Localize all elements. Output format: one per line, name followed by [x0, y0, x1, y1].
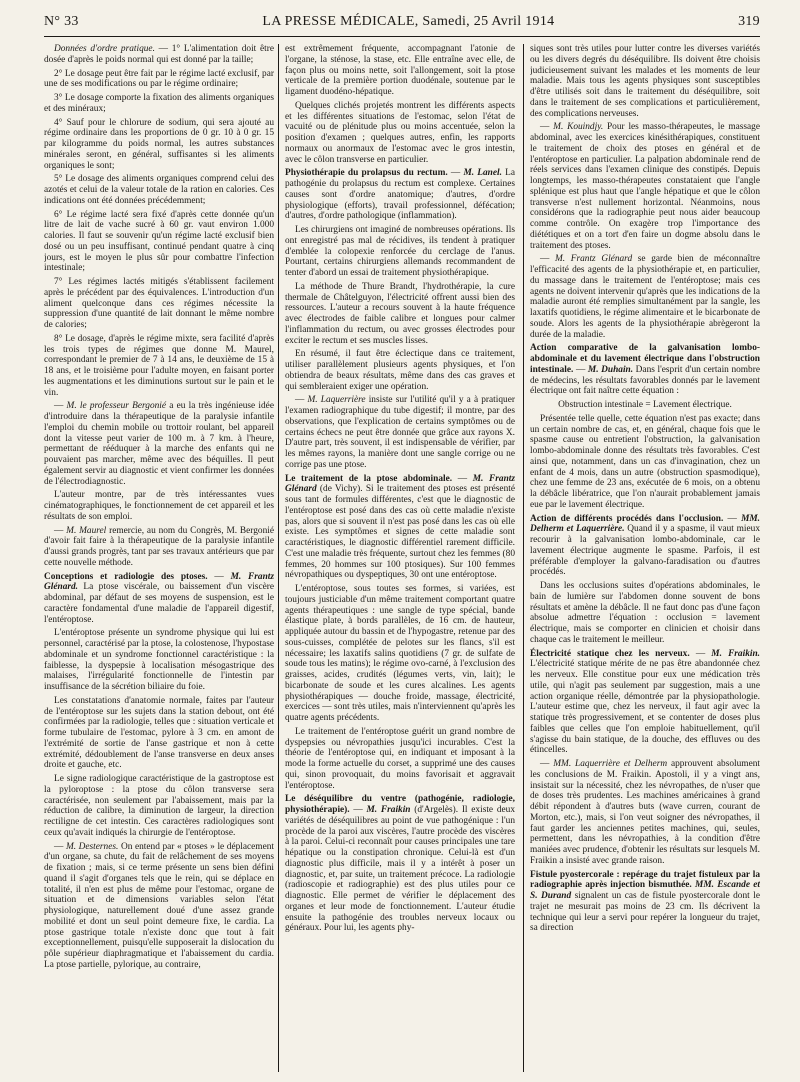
paragraph-text: signalent un cas de fistule pyostercorale dont le trajet ne mesurait pas moins de 23 cm. Ils décrivent la technique qui leur a servi pour repérer la longueur du trajet, sa direction: [530, 891, 760, 934]
paragraph: Le signe radiologique caractéristique de la gastroptose est la pyloroptose : la ptose du côlon transverse sera caractérisée, non seulement par l'abaissement, mais par la réduction de calibre, la diminution de largeur, la direction rectiligne de cet intestin. Ces caractères radiologiques sont ceux qu'avait indiqués la chirurgie de l'entéroptose.: [44, 774, 274, 838]
paragraph: siques sont très utiles pour lutter contre les diverses variétés ou les divers degrés du déséquilibre. Ils doivent être choisis judicieusement suivant les malades et les moments de leur maladie. Mais tous les agents physiques sont susceptibles d'être utilisés soit dans le traitement du déséquilibre, soit dans le traitement de ses complications et particulièrement, des complications nerveuses.: [530, 44, 760, 119]
paragraph: L'entéroptose présente un syndrome physique qui lui est personnel, caractérisé par la ptose, la colostenose, l'hypostase abdominale et un syndrome fonctionnel caractéristique : la faiblesse, la dyspepsie à localisation mésogastrique des malaises, l'irrégularité fonctionnelle de l'intestin par insuffisance de la sécrétion biliaire du foie.: [44, 628, 274, 692]
paragraph-text: La pathogénie du prolapsus du rectum est complexe. Certaines causes sont d'ordre anatomique; d'autres, d'ordre physiologique (efforts), travail professionnel, défécation; d'autres, d'ordre pathologique (inflammation).: [285, 168, 515, 222]
author-name: MM. Escande et S. Durand: [530, 880, 760, 901]
lead-in: Données d'ordre pratique.: [54, 44, 155, 54]
section-paragraph: Électricité statique chez les nerveux. — M. Fraikin. L'électricité statique mérite de ne pas être abandonnée chez les nerveux. Elle constitue pour eux une médication très utile, qui n'agit pas seulement par suggestion, mais a une action organique réelle, démontrée par la physiopathologie. L'auteur estime que, chez les nerveux, il faut agir avec la statique très progressivement, et se contenter de doses plus faibles que celles que l'on emploie habituellement, qu'il s'agisse du bain statique, de la douche, des effluves ou des étincelles.: [530, 648, 760, 756]
paragraph: L'entéroptose, sous toutes ses formes, si variées, est toujours justiciable d'un même traitement comportant quatre agents thérapeutiques : une sangle de type spécial, bande élastique plate, à bords parallèles, de 16 cm. de hauteur, appliquée autour du bassin et de l'hypogastre, retenue par des sous-cuisses, complétée de pelotes sur les flancs, s'il est nécessaire; les laxatifs salins quotidiens (7 gr. de sulfate de soude tous les matins); le régime ovo-carné, à l'exclusion des graisses, acides, crudités (légumes verts, vin, lait); le bicarbonate de soude et les cures alcalines. Les agents physiothérapiques — douche froide, massage, électricité, exercices — sont très utiles, mais n'interviennent qu'après les quatre agents précédents.: [285, 584, 515, 723]
paragraph-text: se garde bien de méconnaître l'efficacité des agents de la physiothérapie et, en particulier, du massage dans le traitement de l'entéroptose; mais ces agents ne doivent intervenir qu'après que les indications de la maladie auront été remplies simultanément par la sangle, les laxatifs quotidiens, le régime alimentaire et le bicarbonate de soude. Alors les agents de la physiothérapie abrègeront la durée de la maladie.: [530, 254, 760, 340]
paragraph: — M. le professeur Bergonié a eu la très ingénieuse idée d'introduire dans la thérapeutique de la paralysie infantile l'emploi du chemin mobile ou trottoir roulant, bel appareil dont la vitesse peut varier de 100 m. à 7 km. à l'heure, permettant de rééduquer à la marche des enfants qui ne pouvaient pas marcher, même avec des béquilles. Il peut également servir au diagnostic et vient confirmer les données de l'électrodiagnostic.: [44, 401, 274, 487]
author-name: MM. Delherm et Laquerrière.: [530, 513, 760, 535]
column-divider: [523, 44, 524, 1072]
author-name: M. Kouindjy.: [553, 122, 604, 133]
paragraph-text: approuvent absolument les conclusions de M. Fraikin. Apostoli, il y a vingt ans, insistait sur la nécessité, chez les névropathes, de n'user que de doses très prudentes. Les machines américaines à grand débit répondent à d'autres buts (wave curren, courant de Morton, etc.), mais, si l'on veut soigner des névropathes, il faut garder les anciennes petites machines, qui, seules, permettent, dans les névropathies, à la condition d'être maniées avec prudence, d'obtenir les résultats sur lesquels M. Fraikin a insisté avec grande raison.: [530, 759, 760, 866]
section-title: Fistule pyostercorale : repérage du trajet fistuleux par la radiographie après injection bismuthée.: [530, 869, 760, 891]
section-paragraph: [530, 870, 760, 935]
author-name: MM. Laquerrière et Delherm: [553, 759, 668, 769]
equation: Obstruction intestinale = Lavement électrique.: [558, 400, 732, 410]
column-divider: [278, 44, 279, 1072]
paragraph: Les chirurgiens ont imaginé de nombreuses opérations. Ils ont enregistré pas mal de récidives, ils tendent à pratiquer d'emblée la colopexie renforcée du cerclage de l'anus. Pourtant, certains chirurgiens allemands recommandent de tenter d'abord un essai de traitement physiothérapique.: [285, 225, 515, 278]
paragraph: L'auteur montre, par de très intéressantes vues cinématographiques, le fonctionnement de cet appareil et les résultats de son emploi.: [44, 490, 274, 522]
issue-number: N° 33: [44, 14, 79, 29]
paragraph: Le traitement de l'entéroptose guérit un grand nombre de dyspepsies ou névropathies jusqu'ici incurables. C'est la théorie de l'entéroptose qui, en indiquant et imposant à la mode la forme actuelle du corset, a supprimé une des causes qui, sinon provoquait, du moins favorisait et aggravait l'entéroptose.: [285, 726, 515, 791]
paragraph: Présentée telle quelle, cette équation n'est pas exacte; dans un certain nombre de cas, et, en général, chaque fois que le spasme cause ou entretient l'obstruction, la galvanisation lombo-abdominale donne des résultats très favorables. C'est ainsi que, notamment, dans un cas d'invagination, chez un enfant de 4 mois, dans un autre (obstruction spasmodique), chez une femme de 23 ans, exécutée de 6 mois, on a obtenu la débâcle libératrice, que l'on n'aurait probablement jamais eue par le lavement électrique.: [530, 413, 760, 510]
paragraph: — M. Frantz Glénard se garde bien de méconnaître l'efficacité des agents de la physiothérapie et, en particulier, du massage dans le traitement de l'entéroptose; mais ces agents ne doivent intervenir qu'après que les indications de la maladie auront été remplies simultanément par la sangle, les laxatifs quotidiens, le régime alimentaire et le bicarbonate de soude. Alors les agents de la physiothérapie abrègeront la durée de la maladie.: [530, 254, 760, 340]
page-number: 319: [738, 14, 760, 29]
paragraph-text: a eu la très ingénieuse idée d'introduire dans la thérapeutique de la paralysie infantile l'emploi du chemin mobile ou trottoir roulant, bel appareil dont la vitesse peut varier de 100 m. à 7 km. à l'heure, permettant de rééduquer à la marche des enfants qui ne pouvaient pas marcher, même avec des béquilles. Il peut également servir au diagnostic et vient confirmer les données de l'électrodiagnostic.: [44, 401, 274, 487]
paragraph-text: Pour les masso-thérapeutes, le massage abdominal, avec les exercices kinésithérapiques, constituent le traitement de choix des ptoses en général et de l'entéroptose en particulier. La palpation abdominale rend de réels services dans l'examen clinique des constipés. Depuis longtemps, les masso-thérapeutes constataient que l'angle splénique est plus haut que l'angle hépatique et que le côlon transverse n'est nullement horizontal. Néanmoins, nous considérons que la radiographie peut nous aider beaucoup comme contrôle. On exagère trop l'importance des diététiques et on a tort d'en faire un dogme absolu dans le traitement des ptoses.: [530, 122, 760, 251]
section-title: Le traitement de la ptose abdominale.: [285, 473, 453, 484]
paragraph: — M. Laquerrière insiste sur l'utilité qu'il y a à pratiquer l'examen radiographique du tube digestif; il montre, par des observations, que l'explication de certains symptômes ou de certains échecs ne peut être donnée que grâce aux rayons X. D'autre part, très souvent, il est indispensable de vérifier, par les mêmes rayons, la manière dont une sangle corrige ou ne corrige pas une ptose.: [285, 395, 515, 470]
author-name: M. Maurel: [66, 525, 107, 536]
paragraph-text: L'électricité statique mérite de ne pas être abandonnée chez les nerveux. Elle constitue pour eux une médication très utile, qui n'agit pas seulement par suggestion, mais a une action organique réelle, démontrée par la physiopathologie. L'auteur estime que, chez les nerveux, il faut agir avec la statique très progressivement, et se contenter de doses plus faibles que celles que l'on emploie habituellement, qu'il s'agisse du bain statique, de la douche, des effluves ou des étincelles.: [530, 659, 760, 756]
paragraph-text: On entend par « ptoses » le déplacement d'un organe, sa chute, du fait de relâchement de ses moyens de fixation ; mais, si ce terme présente un sens bien défini quand il s'agit d'organes tels que le rein, qui se déplace en totalité, il n'en est plus de même pour l'estomac, organe de situation et de dimensions variables selon l'état physiologique, naturellement doué d'une assez grande mobilité et dont un seul point demeure fixe, le cardia. La ptose gastrique totale n'existe donc que tout à fait exceptionnellement, puisqu'elle supposerait la dislocation du pôle supérieur diaphragmatique et l'abaissement du cardia. La ptose partielle, pylorique, au contraire,: [44, 841, 274, 970]
paragraph: — M. Desternes. On entend par « ptoses » le déplacement d'un organe, sa chute, du fait de relâchement de ses moyens de fixation ; mais, si ce terme présente un sens bien défini quand il s'agit d'organes tels que le rein, qui se déplace en totalité, il n'en est plus de même pour l'estomac, organe de situation et de dimensions variables selon l'état physiologique, naturellement doué d'une assez grande mobilité et dont un seul point demeure fixe, le cardia. La ptose gastrique totale n'existe donc que tout à fait exceptionnellement, puisqu'elle supposerait la dislocation du pôle supérieur diaphragmatique et l'abaissement du cardia. La ptose partielle, pylorique, au contraire,: [44, 841, 274, 970]
paragraph: 2° Le dosage peut être fait par le régime lacté exclusif, par une de ses modifications ou par le régime ordinaire;: [44, 68, 274, 90]
paragraph-text: Si le traitement des ptoses est présenté sous tant de formules différentes, c'est que le diagnostic de l'entéroptose est posé dans des cas où cette maladie n'existe pas, alors que si souvent il n'est pas posé dans les cas où elle existe. Les symptômes et signes de cette maladie sont caractéristiques, le diagnostic différentiel rarement difficile. C'est une maladie très fréquente, surtout chez les femmes (80 femmes, 20 hommes sur 100 ptosiques). Sur 100 femmes névropathiques ou dyspeptiques, 30 ont une entéroptose.: [285, 484, 515, 581]
section-title: Action de différents procédés dans l'occlusion.: [530, 513, 724, 524]
paragraph: Dans les occlusions suites d'opérations abdominales, le bain de lumière sur l'abdomen donne souvent de bons résultats et amène la débâcle. Il ne faut donc pas d'une façon absolue admettre l'équation : occlusion = lavement électrique, mais se comporter en clinicien et choisir dans chaque cas le traitement le meilleur.: [530, 581, 760, 645]
column-1: [44, 44, 274, 1072]
author-name: M. Lanel.: [463, 168, 502, 179]
author-place: (d'Argelès).: [410, 805, 459, 815]
page-header: [44, 14, 760, 32]
paragraph: 7° Les régimes lactés mitigés s'établissent facilement après le précédent par des équivalences. L'introduction d'un aliment quelconque dans ces régimes nécessite la suppression d'une quantité de lait donnant le même nombre de calories;: [44, 277, 274, 330]
paragraph: — M. Maurel remercie, au nom du Congrès, M. Bergonié d'avoir fait faire à la thérapeutique de la paralysie infantile d'aussi grands progrès, tant par ses travaux antérieurs que par cette nouvelle méthode.: [44, 525, 274, 568]
paragraph-text: — 1° L'alimentation doit être dosée d'après le poids normal qui est donné par la taille;: [44, 44, 274, 65]
section-paragraph: Action comparative de la galvanisation lombo-abdominale et du lavement électrique dans l'obstruction intestinale. — M. Duhain. Dans l'esprit d'un certain nombre de médecins, les résultats favorables donnés par le lavement électrique ont fait naître cette équation :: [530, 343, 760, 397]
section-title: Physiothérapie du prolapsus du rectum.: [285, 168, 448, 179]
paragraph-text: Dans l'esprit d'un certain nombre de médecins, les résultats favorables donnés par le lavement électrique ont fait naître cette équation :: [530, 364, 760, 397]
author-name: M. Fraikin: [366, 805, 411, 815]
author-name: M. Frantz Glénard.: [44, 571, 274, 593]
section-title: Conceptions et radiologie des ptoses.: [44, 571, 208, 582]
paragraph-text: Quand il y a spasme, il vaut mieux recourir à la galvanisation lombo-abdominale, car le lavement électrique augmente le spasme. Parfois, il est préférable d'employer la galvano-faradisation ou d'autres procédés.: [530, 524, 760, 578]
paragraph: Quelques clichés projetés montrent les différents aspects et les différentes situations de l'estomac, selon l'état de vacuité ou de plénitude plus ou moins accentuée, selon la position d'examen ; quelques autres, enfin, les rapports normaux ou anormaux de l'estomac avec le gros intestin, avec le côlon transverse en particulier.: [285, 100, 515, 165]
section-title: Le déséquilibre du ventre (pathogénie, radiologie, physiothérapie).: [285, 794, 515, 815]
paragraph: La méthode de Thure Brandt, l'hydrothérapie, la cure thermale de Châtelguyon, l'électricité offrent aussi bien des ressources. L'auteur a recours souvent à la haute fréquence avec électrodes de faible calibre et longues pour calmer l'inflammation du rectum, ou avec grosses électrodes pour exciter le rectum et ses muscles lisses.: [285, 281, 515, 346]
paragraph-text: Il existe deux variétés de déséquilibres au point de vue pathogénique : l'un procède de la paroi aux viscères, l'autre procède des viscères à la paroi. Celui-ci reconnaît pour causes principales une tare hépatique ou la constipation chronique. Celui-là est d'un diagnostic plus difficile, mais il y a intérêt à poser un diagnostic, et, par suite, un traitement précoce. La radiologie (radioscopie et radiographie) est des plus utiles pour ce diagnostic. Elle permet de vérifier le déplacement des organes et leur mode de fonctionnement. L'auteur étudie ensuite la pathogénie des troubles nerveux locaux ou généraux. Pour lui, les agents phy-: [285, 805, 515, 934]
masthead-title: LA PRESSE MÉDICALE, Samedi, 25 Avril 1914: [262, 14, 555, 29]
paragraph: 8° Le dosage, d'après le régime mixte, sera facilité d'après les trois types de régimes que donne M. Maurel, correspondant le premier de 7 à 14 ans, le deuxième de 15 à 18 ans, et le troisième pour l'adulte moyen, en faisant porter les augmentations et les diminutions surtout sur le pain et le vin.: [44, 333, 274, 398]
section-paragraph: Action de différents procédés dans l'occlusion. — MM. Delherm et Laquerrière. Quand il y a spasme, il vaut mieux recourir à la galvanisation lombo-abdominale, car le lavement électrique augmente le spasme. Parfois, il est préférable d'employer la galvano-faradisation ou d'autres procédés.: [530, 513, 760, 578]
paragraph: 3° Le dosage comporte la fixation des aliments organiques et des minéraux;: [44, 93, 274, 114]
section-paragraph: Le déséquilibre du ventre (pathogénie, radiologie, physiothérapie). — M. Fraikin (d'Argelès). Il existe deux variétés de déséquilibres au point de vue pathogénique : l'un procède de la paroi aux viscères, l'autre procède des viscères à la paroi. Celui-ci reconnaît pour causes principales une tare hépatique ou la constipation chronique. Celui-là est d'un diagnostic plus difficile, mais il y a intérêt à poser un diagnostic, et, par suite, un traitement précoce. La radiologie (radioscopie et radiographie) est des plus utiles pour ce diagnostic. Elle permet de vérifier le déplacement des organes et leur mode de fonctionnement. L'auteur étudie ensuite la pathogénie des troubles nerveux locaux ou généraux. Pour lui, les agents phy-: [285, 794, 515, 934]
paragraph: [44, 44, 274, 66]
header-rule: [44, 36, 760, 37]
paragraph: — M. Kouindjy. Pour les masso-thérapeutes, le massage abdominal, avec les exercices kinésithérapiques, constituent le traitement de choix des ptoses en général et de l'entéroptose en particulier. La palpation abdominale rend de réels services dans l'examen clinique des constipés. Depuis longtemps, les masso-thérapeutes constataient que l'angle splénique est plus haut que l'angle hépatique et que le côlon transverse n'est nullement horizontal. Néanmoins, nous considérons que la radiographie peut nous aider beaucoup comme contrôle. On exagère trop l'importance des diététiques et on a tort d'en faire un dogme absolu dans le traitement des ptoses.: [530, 122, 760, 251]
paragraph: Les constatations d'anatomie normale, faites par l'auteur de l'entéroptose sur les sujets dans la station debout, ont été confirmées par la radiologie, telles que : situation verticale et forme tubulaire de l'estomac, pylore à 3 cm. en amont de l'extrémité de sortie de l'anse gastrique et non à cette extrémité, dédoublement de l'anse transverse en deux anses droite et gauche, etc.: [44, 695, 274, 771]
column-3: [530, 44, 760, 1072]
author-name: M. Duhain.: [587, 364, 634, 375]
section-title: Action comparative de la galvanisation lombo-abdominale et du lavement électrique dans l'obstruction intestinale.: [530, 343, 760, 375]
section-paragraph: Physiothérapie du prolapsus du rectum. — M. Lanel. La pathogénie du prolapsus du rectum est complexe. Certaines causes sont d'ordre anatomique; d'autres, d'ordre physiologique (efforts), travail professionnel, défécation; d'autres, d'ordre pathologique (inflammation).: [285, 168, 515, 222]
author-name: M. Fraikin.: [711, 648, 760, 659]
section-paragraph: Conceptions et radiologie des ptoses. — M. Frantz Glénard. La ptose viscérale, ou baissement d'un viscère abdominal, par défaut de ses moyens de suspension, est le caractère fondamental d'une maladie de l'appareil digestif, l'entéroptose.: [44, 571, 274, 625]
paragraph: — MM. Laquerrière et Delherm approuvent absolument les conclusions de M. Fraikin. Apostoli, il y a vingt ans, insistait sur la nécessité, chez les névropathes, de n'user que de doses très prudentes. Les machines américaines à grand débit répondent à d'autres buts (wave curren, courant de Morton, etc.), mais, si l'on veut soigner des névropathes, il faut garder les anciennes petites machines, qui, seules, permettent, dans les névropathies, à la condition d'être maniées avec prudence, d'obtenir les résultats sur lesquels M. Fraikin a insisté avec grande raison.: [530, 759, 760, 866]
section-paragraph: Le traitement de la ptose abdominale. — M. Frantz Glénard (de Vichy). Si le traitement des ptoses est présenté sous tant de formules différentes, c'est que le diagnostic de l'entéroptose est posé dans des cas où cette maladie n'existe pas, alors que si souvent il n'est pas posé dans les cas où elle existe. Les symptômes et signes de cette maladie sont caractéristiques, le diagnostic différentiel rarement difficile. C'est une maladie très fréquente, surtout chez les femmes (80 femmes, 20 hommes sur 100 ptosiques). Sur 100 femmes névropathiques ou dyspeptiques, 30 ont une entéroptose.: [285, 473, 515, 581]
paragraph-text: La ptose viscérale, ou baissement d'un viscère abdominal, par défaut de ses moyens de suspension, est le caractère fondamental d'une maladie de l'appareil digestif, l'entéroptose.: [44, 582, 274, 625]
paragraph-text: remercie, au nom du Congrès, M. Bergonié d'avoir fait faire à la thérapeutique de la paralysie infantile d'aussi grands progrès, tant par ses travaux antérieurs que par cette nouvelle méthode.: [44, 525, 274, 568]
paragraph: est extrêmement fréquente, accompagnant l'atonie de l'organe, la sténose, la stase, etc. Elle entraîne avec elle, de façon plus ou moins nette, soit l'allongement, soit la ptose verticale de la première portion duodénale, soutenue par le ligament duodéno-hépatique.: [285, 44, 515, 97]
paragraph-text: insiste sur l'utilité qu'il y a à pratiquer l'examen radiographique du tube digestif; il montre, par des observations, que l'explication de certains symptômes ou de certains échecs ne peut être donnée que grâce aux rayons X. D'autre part, très souvent, il est indispensable de vérifier, par les mêmes rayons, la manière dont une sangle corrige ou ne corrige pas une ptose.: [285, 395, 515, 470]
column-2: [285, 44, 515, 1072]
author-name: M. le professeur Bergonié: [66, 401, 167, 412]
author-place: (de Vichy).: [316, 484, 363, 495]
paragraph: En résumé, il faut être éclectique dans ce traitement, utiliser parallèlement plusieurs agents physiques, et l'on obtiendra de beaux résultats, même dans des cas graves et qui sembleraient exiger une opération.: [285, 349, 515, 392]
paragraph: 6° Le régime lacté sera fixé d'après cette donnée qu'un litre de lait de vache sucré à 60 gr. vaut environ 1.000 calories. Il faut se souvenir qu'un régime lacté exclusif bien dosé ou un peu insuffisant, continué pendant quatre à cinq jours, est le moyen le plus sûr pour combattre l'infection intestinale;: [44, 209, 274, 274]
paragraph: 4° Sauf pour le chlorure de sodium, qui sera ajouté au régime ordinaire dans les proportions de 0 gr. 10 à 0 gr. 15 par kilogramme du poids normal, les autres substances minérales seront, en général, suffisantes si les aliments organiques le sont;: [44, 117, 274, 171]
author-name: M. Laquerrière: [307, 395, 366, 406]
author-name: M. Frantz Glénard: [285, 473, 515, 495]
author-name: M. Frantz Glénard: [555, 254, 633, 265]
author-name: M. Desternes.: [65, 841, 119, 852]
paragraph: 5° Le dosage des aliments organiques comprend celui des azotés et celui de la valeur totale de la ration en calories. Ces indications ont été données précédemment;: [44, 174, 274, 206]
section-title: Électricité statique chez les nerveux.: [530, 648, 690, 659]
